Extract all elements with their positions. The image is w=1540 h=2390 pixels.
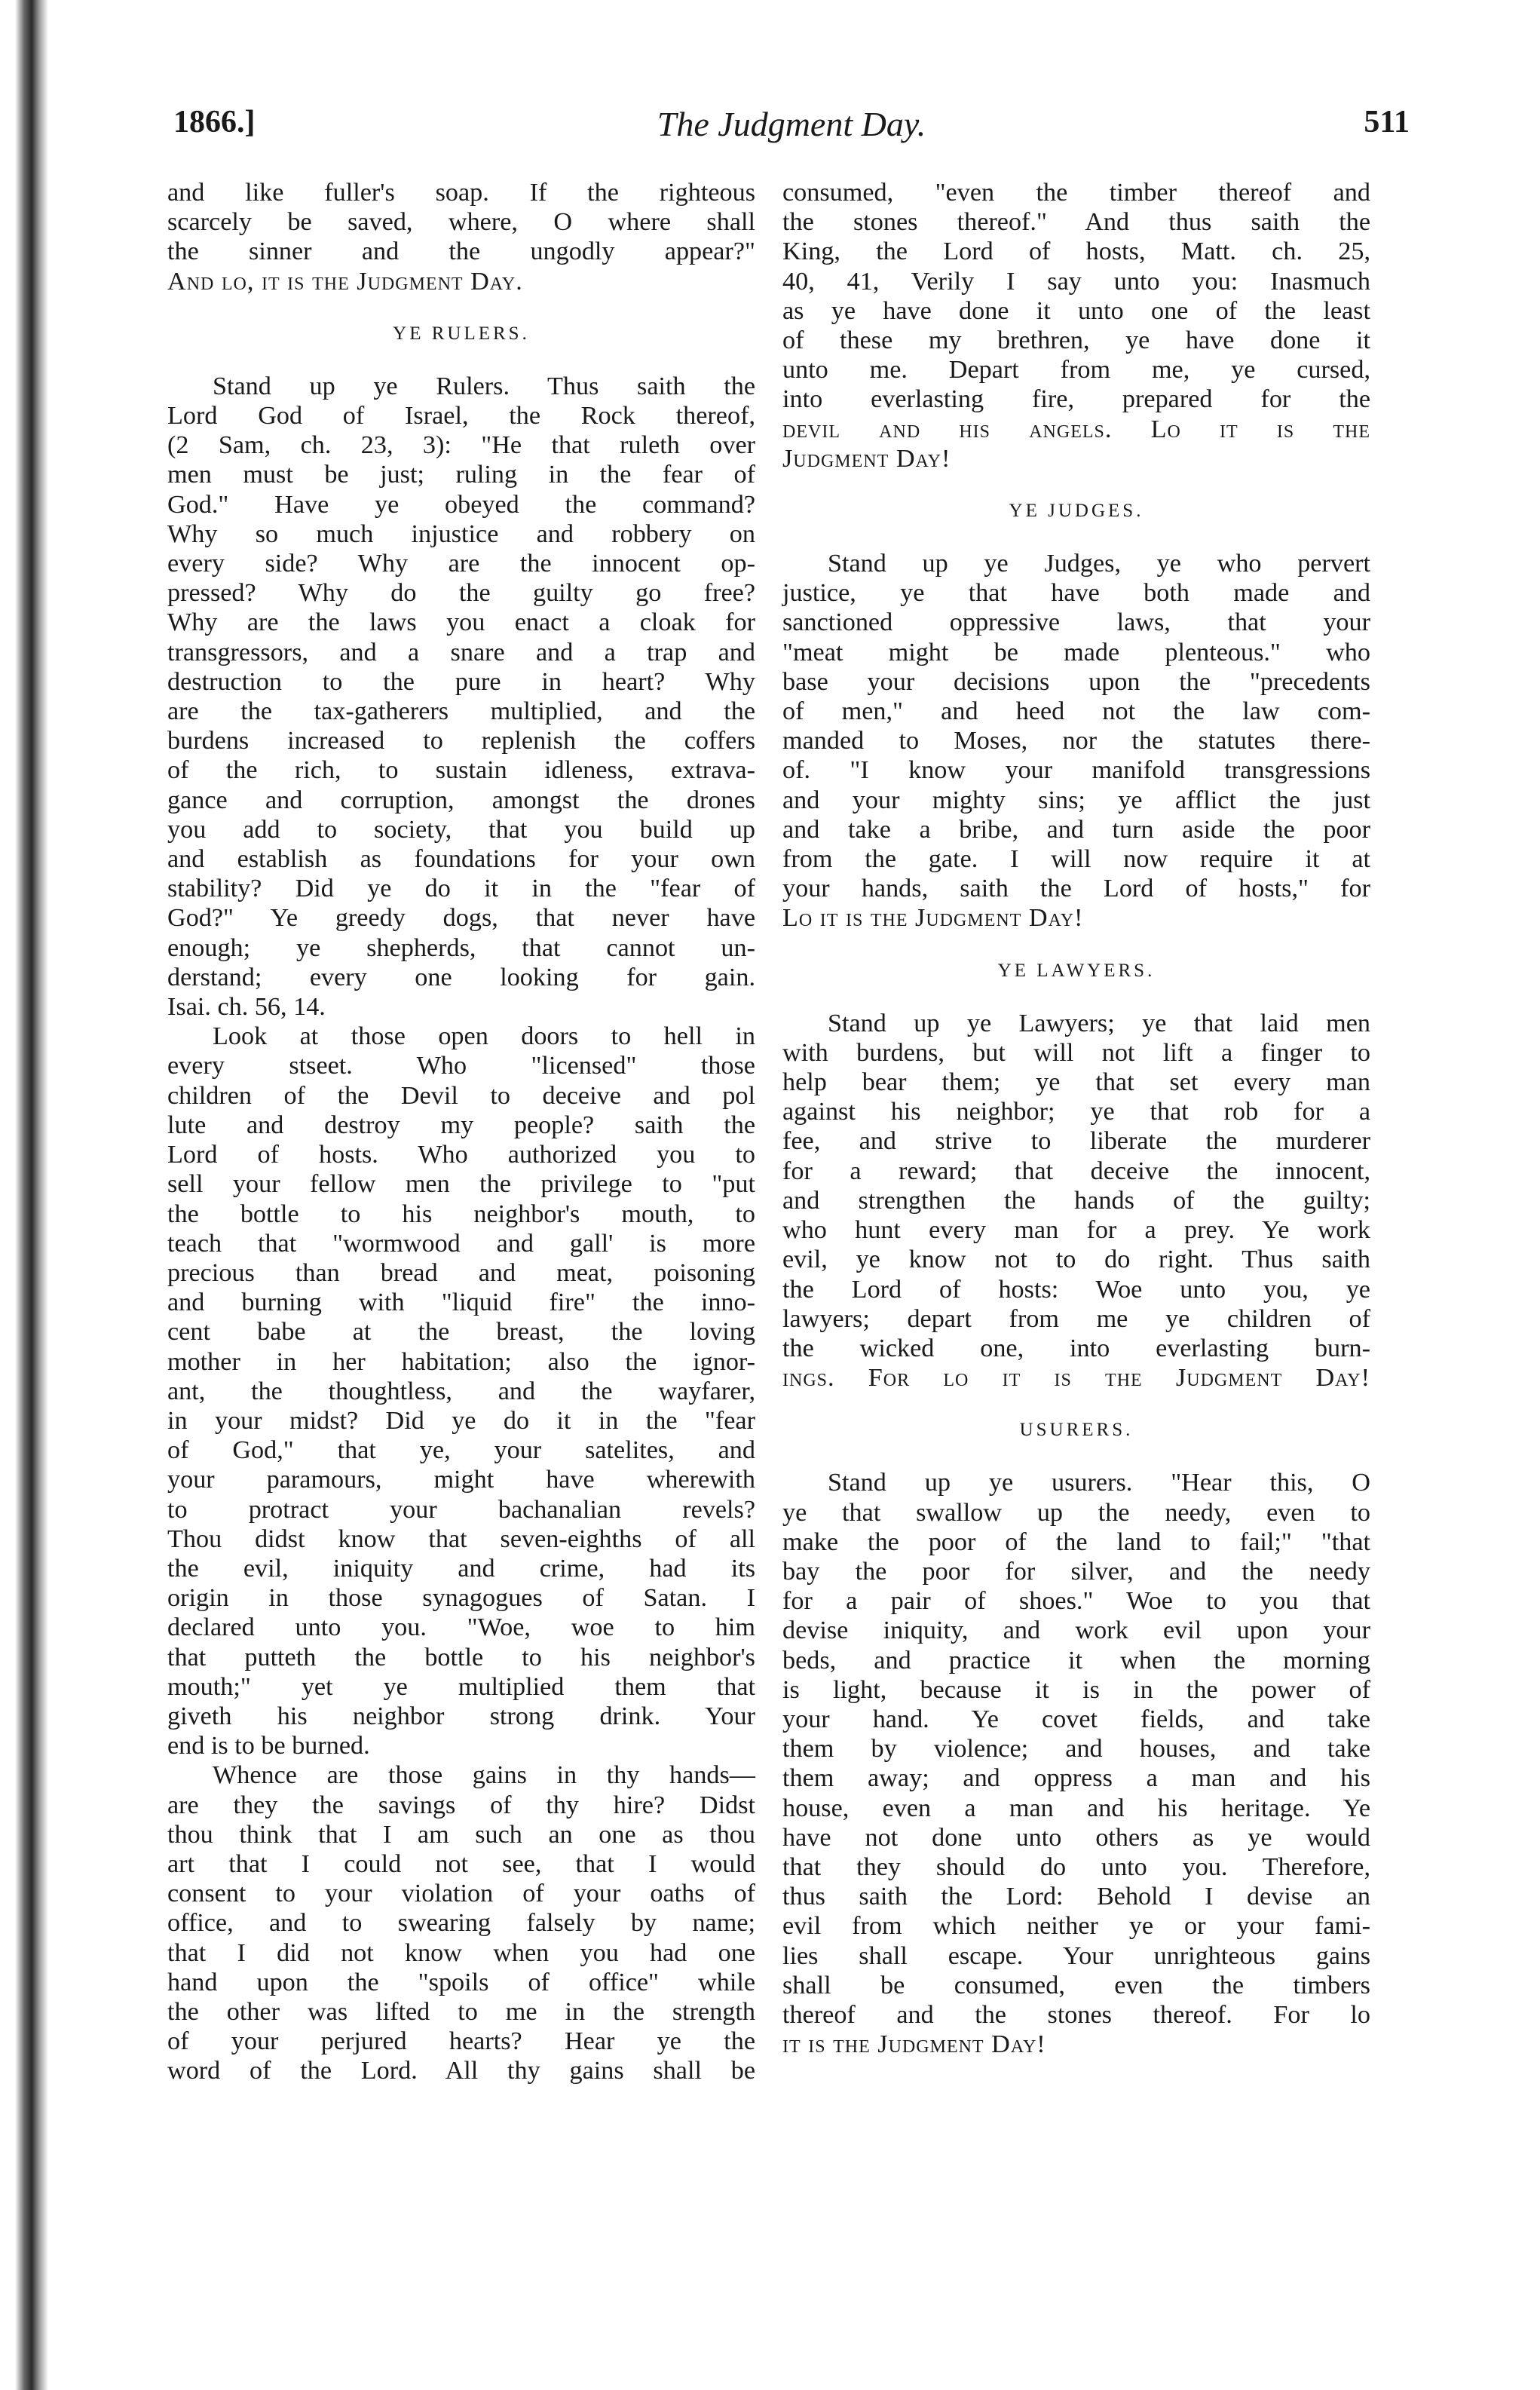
text-line: that they should do unto you. Therefore, [782, 1852, 1370, 1881]
text-line: of. "I know your manifold transgressions [782, 756, 1370, 785]
text-line: of the rich, to sustain idleness, extrava- [167, 756, 755, 785]
text-line: and like fuller's soap. If the righteous [167, 179, 755, 207]
text-line: and strengthen the hands of the guilty; [782, 1186, 1370, 1215]
text-line: of your perjured hearts? Hear ye the [167, 2027, 755, 2056]
text-line: Stand up ye Judges, ye who pervert [828, 550, 1370, 578]
text-line: for a reward; that deceive the innocent, [782, 1157, 1370, 1185]
text-line: giveth his neighbor strong drink. Your [167, 1702, 755, 1730]
text-line: art that I could not see, that I would [167, 1849, 755, 1878]
text-line: as ye have done it unto one of the least [782, 296, 1370, 325]
text-line: 40, 41, Verily I say unto you: Inasmuch [782, 267, 1370, 296]
text-line: beds, and practice it when the morning [782, 1646, 1370, 1675]
text-line: every side? Why are the innocent op- [167, 550, 755, 578]
page-number: 511 [1364, 105, 1410, 139]
text-line: office, and to swearing falsely by name; [167, 1909, 755, 1938]
text-line: have not done unto others as ye would [782, 1823, 1370, 1852]
judges-paragraph [782, 549, 1370, 933]
text-line: Whence are those gains in thy hands— [213, 1761, 755, 1790]
text-line: mouth;" yet ye multiplied them that [167, 1672, 755, 1701]
text-line: make the poor of the land to fail;" "that [782, 1527, 1370, 1556]
text-line: your hands, saith the Lord of hosts," for [782, 875, 1370, 903]
text-line: end is to be burned. [167, 1732, 370, 1760]
text-line: devise iniquity, and work evil upon your [782, 1616, 1370, 1645]
text-line: in your midst? Did ye do it in the "fear [167, 1406, 755, 1435]
text-line: house, even a man and his heritage. Ye [782, 1794, 1370, 1822]
text-line: bay the poor for silver, and the needy [782, 1557, 1370, 1586]
text-line: are the tax-gatherers multiplied, and the [167, 697, 755, 726]
text-line: help bear them; ye that set every man [782, 1068, 1370, 1097]
text-line: thereof and the stones thereof. For lo [782, 2000, 1370, 2029]
text-line: King, the Lord of hosts, Matt. ch. 25, [782, 237, 1370, 266]
gains-paragraph [167, 1760, 755, 2085]
text-line: your paramours, might have wherewith [167, 1466, 755, 1494]
text-line: lies shall escape. Your unrighteous gains [782, 1941, 1370, 1970]
text-line: for a pair of shoes." Woe to you that [782, 1587, 1370, 1616]
text-line: devil and his angels. Lo it is the [782, 415, 1370, 443]
text-line: transgressors, and a snare and a trap and [167, 638, 755, 666]
text-line: from the gate. I will now require it at [782, 845, 1370, 874]
text-line: God?" Ye greedy dogs, that never have [167, 904, 755, 933]
text-line: and your mighty sins; ye afflict the just [782, 786, 1370, 814]
text-line: the other was lifted to me in the strength [167, 1997, 755, 2026]
text-line: ye that swallow up the needy, even to [782, 1498, 1370, 1527]
text-line: origin in those synagogues of Satan. I [167, 1584, 755, 1613]
text-line: Stand up ye Lawyers; ye that laid men [828, 1009, 1370, 1037]
text-line: enough; ye shepherds, that cannot un- [167, 933, 755, 962]
text-line: Judgment Day! [782, 444, 951, 473]
text-line: hand upon the "spoils of office" while [167, 1968, 755, 1996]
text-line: lawyers; depart from me ye children of [782, 1304, 1370, 1333]
text-line: your hand. Ye covet fields, and take [782, 1705, 1370, 1733]
rulers-paragraph [167, 372, 755, 1022]
text-line: precious than bread and meat, poisoning [167, 1258, 755, 1287]
text-line: fee, and strive to liberate the murderer [782, 1127, 1370, 1156]
text-line: and burning with "liquid fire" the inno- [167, 1288, 755, 1317]
text-line: Why so much injustice and robbery on [167, 519, 755, 548]
text-line: lute and destroy my people? saith the [167, 1111, 755, 1139]
text-line: and take a bribe, and turn aside the poor [782, 815, 1370, 844]
text-line: word of the Lord. All thy gains shall be [167, 2057, 755, 2085]
text-line: Stand up ye Rulers. Thus saith the [213, 372, 755, 400]
text-line: men must be just; ruling in the fear of [167, 461, 755, 489]
usurers-paragraph [782, 1468, 1370, 2059]
text-line: Why are the laws you enact a cloak for [167, 608, 755, 637]
text-line: into everlasting fire, prepared for the [782, 385, 1370, 414]
text-line: them away; and oppress a man and his [782, 1764, 1370, 1793]
running-header [173, 104, 1410, 149]
text-line: And lo, it is the Judgment Day. [167, 267, 523, 296]
text-line: Lord God of Israel, the Rock thereof, [167, 402, 755, 431]
text-line: the stones thereof." And thus saith the [782, 208, 1370, 237]
text-line: you add to society, that you build up [167, 815, 755, 844]
text-line: mother in her habitation; also the ignor- [167, 1347, 755, 1376]
text-line: justice, ye that have both made and [782, 579, 1370, 608]
page-binding-edge [0, 0, 48, 2390]
header-title: The Judgment Day. [657, 105, 926, 143]
text-line: gance and corruption, amongst the drones [167, 786, 755, 814]
text-line: sell your fellow men the privilege to "put [167, 1170, 755, 1199]
text-line: derstand; every one looking for gain. [167, 963, 755, 991]
right-column [782, 178, 1370, 2059]
text-line: ant, the thoughtless, and the wayfarer, [167, 1377, 755, 1405]
doors-paragraph [167, 1022, 755, 1760]
intro-paragraph [167, 178, 755, 296]
text-line: God." Have ye obeyed the command? [167, 490, 755, 519]
text-line: burdens increased to replenish the coffers [167, 727, 755, 755]
text-line: the bottle to his neighbor's mouth, to [167, 1200, 755, 1228]
text-line: "meat might be made plenteous." who [782, 638, 1370, 666]
left-column [167, 178, 755, 2086]
text-line: consumed, "even the timber thereof and [782, 179, 1370, 207]
section-heading-judges: YE JUDGES. [1009, 501, 1144, 522]
text-line: of God," that ye, your satelites, and [167, 1436, 755, 1465]
text-line: who hunt every man for a prey. Ye work [782, 1216, 1370, 1245]
text-line: stability? Did ye do it in the "fear of [167, 875, 755, 903]
text-line: to protract your bachanalian revels? [167, 1495, 755, 1524]
text-line: of these my brethren, ye have done it [782, 326, 1370, 355]
text-line: teach that "wormwood and gall' is more [167, 1229, 755, 1258]
text-line: (2 Sam, ch. 23, 3): "He that ruleth over [167, 431, 755, 460]
section-heading-usurers: USURERS. [1019, 1420, 1134, 1441]
text-line: it is the Judgment Day! [782, 2030, 1046, 2059]
text-line: declared unto you. "Woe, woe to him [167, 1613, 755, 1642]
text-line: thus saith the Lord: Behold I devise an [782, 1883, 1370, 1911]
text-line: Isai. ch. 56, 14. [167, 993, 326, 1022]
text-line: unto me. Depart from me, ye cursed, [782, 356, 1370, 385]
text-line: evil, ye know not to do right. Thus saith [782, 1246, 1370, 1274]
continuation-paragraph [782, 178, 1370, 473]
text-line: that I did not know when you had one [167, 1938, 755, 1967]
text-line: the evil, iniquity and crime, had its [167, 1554, 755, 1583]
text-line: Thou didst know that seven-eighths of all [167, 1524, 755, 1553]
text-line: cent babe at the breast, the loving [167, 1318, 755, 1347]
text-line: Lord of hosts. Who authorized you to [167, 1141, 755, 1169]
text-line: shall be consumed, even the timbers [782, 1971, 1370, 1999]
text-line: base your decisions upon the "precedents [782, 667, 1370, 696]
text-line: scarcely be saved, where, O where shall [167, 208, 755, 237]
section-heading-lawyers: YE LAWYERS. [997, 960, 1156, 981]
text-line: are they the savings of thy hire? Didst [167, 1791, 755, 1819]
text-line: pressed? Why do the guilty go free? [167, 579, 755, 608]
text-line: Stand up ye usurers. "Hear this, O [828, 1469, 1370, 1497]
text-line: and establish as foundations for your own [167, 845, 755, 874]
header-year: 1866.] [173, 105, 256, 139]
lawyers-paragraph [782, 1009, 1370, 1393]
text-line: is light, because it is in the power of [782, 1675, 1370, 1704]
text-line: every stseet. Who "licensed" those [167, 1052, 755, 1080]
text-line: them by violence; and houses, and take [782, 1735, 1370, 1763]
text-line: Lo it is the Judgment Day! [782, 904, 1084, 933]
text-line: children of the Devil to deceive and pol [167, 1081, 755, 1110]
section-heading-rulers: YE RULERS. [393, 323, 530, 344]
text-line: against his neighbor; ye that rob for a [782, 1098, 1370, 1126]
text-line: the Lord of hosts: Woe unto you, ye [782, 1275, 1370, 1304]
text-line: thou think that I am such an one as thou [167, 1820, 755, 1849]
text-line: manded to Moses, nor the statutes there- [782, 727, 1370, 755]
text-line: the sinner and the ungodly appear?" [167, 237, 755, 266]
text-line: the wicked one, into everlasting burn- [782, 1334, 1370, 1362]
text-line: Look at those open doors to hell in [213, 1022, 755, 1051]
text-line: with burdens, but will not lift a finger to [782, 1038, 1370, 1067]
text-line: ings. For lo it is the Judgment Day! [782, 1364, 1370, 1393]
text-line: sanctioned oppressive laws, that your [782, 608, 1370, 637]
text-line: destruction to the pure in heart? Why [167, 667, 755, 696]
text-line: consent to your violation of your oaths of [167, 1880, 755, 1908]
text-line: evil from which neither ye or your fami- [782, 1912, 1370, 1941]
text-line: of men," and heed not the law com- [782, 697, 1370, 726]
text-line: that putteth the bottle to his neighbor's [167, 1643, 755, 1671]
